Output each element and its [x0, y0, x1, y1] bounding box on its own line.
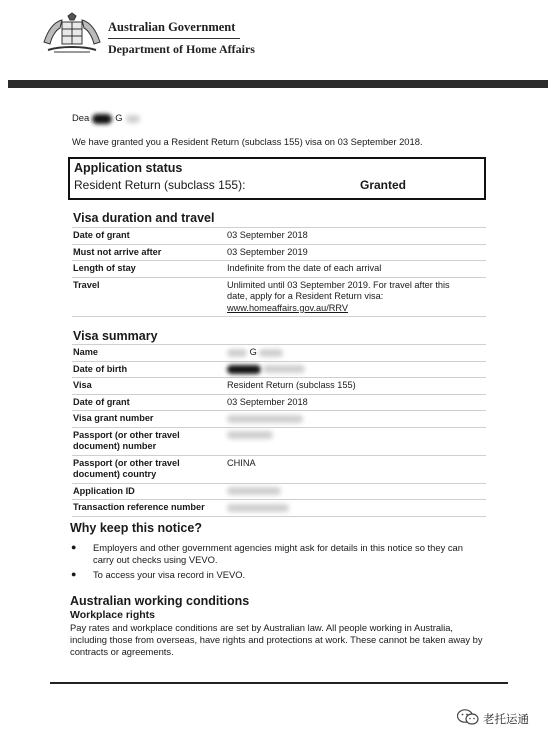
row-value — [226, 345, 486, 362]
redacted-value — [227, 504, 289, 512]
footer-divider — [50, 682, 508, 684]
row-label: Must not arrive after — [72, 244, 226, 261]
application-status-heading: Application status — [74, 161, 183, 175]
table-row — [72, 277, 486, 317]
row-label: Visa grant number — [72, 411, 226, 428]
table-row — [72, 483, 486, 500]
table-row — [72, 244, 486, 261]
visa-summary-heading: Visa summary — [73, 329, 158, 343]
row-label: Travel — [72, 277, 226, 317]
working-conditions-heading: Australian working conditions — [70, 594, 250, 608]
row-value: CHINA — [226, 455, 486, 483]
row-label: Transaction reference number — [72, 500, 226, 517]
header-bar — [8, 80, 548, 88]
why-keep-bullet-1: Employers and other government agencies might ask for details in this notice so they can carry out checks using VEVO. — [93, 542, 463, 565]
table-row — [72, 394, 486, 411]
row-value: Resident Return (subclass 155) — [226, 378, 486, 395]
greeting-suffix: G — [115, 112, 123, 123]
table-row — [72, 378, 486, 395]
travel-text: Unlimited until 03 September 2019. For travel after this date, apply for a Resident Return visa: — [227, 279, 450, 301]
why-keep-heading: Why keep this notice? — [70, 521, 202, 535]
redacted-value — [227, 365, 261, 374]
workplace-rights-heading: Workplace rights — [70, 609, 155, 621]
table-row — [72, 427, 486, 455]
redacted-value — [227, 349, 247, 357]
row-value: 03 September 2018 — [226, 394, 486, 411]
visa-duration-heading: Visa duration and travel — [73, 211, 215, 225]
redacted-name — [92, 114, 112, 124]
name-value: G — [249, 347, 257, 357]
redacted-name-2 — [126, 115, 140, 123]
row-value: 03 September 2018 — [226, 228, 486, 245]
visa-duration-table — [72, 227, 486, 317]
row-label: Date of birth — [72, 361, 226, 378]
row-value — [226, 411, 486, 428]
greeting — [72, 112, 140, 124]
why-keep-bullet-2: To access your visa record in VEVO. — [93, 569, 246, 580]
intro-text: We have granted you a Resident Return (subclass 155) visa on 03 September 2018. — [72, 136, 423, 147]
table-row — [72, 261, 486, 278]
redacted-value — [227, 487, 281, 495]
row-label: Passport (or other travel document) country — [72, 455, 226, 483]
redacted-value — [227, 415, 303, 423]
greeting-prefix: Dea — [72, 112, 90, 123]
redacted-value — [227, 431, 273, 439]
coat-of-arms-icon — [40, 12, 104, 56]
status-label: Resident Return (subclass 155): — [74, 178, 246, 192]
row-label: Date of grant — [72, 394, 226, 411]
row-label: Visa — [72, 378, 226, 395]
row-value — [226, 427, 486, 455]
bullet-icon: ● — [71, 569, 77, 579]
table-row — [72, 361, 486, 378]
row-value — [226, 277, 486, 317]
row-value: Indefinite from the date of each arrival — [226, 261, 486, 278]
rrv-link[interactable]: www.homeaffairs.gov.au/RRV — [227, 302, 349, 313]
row-value: 03 September 2019 — [226, 244, 486, 261]
row-label: Passport (or other travel document) number — [72, 427, 226, 455]
table-row — [72, 345, 486, 362]
row-value — [226, 361, 486, 378]
row-value — [226, 483, 486, 500]
table-row — [72, 228, 486, 245]
bullet-icon: ● — [71, 542, 77, 552]
row-label: Name — [72, 345, 226, 362]
workplace-rights-paragraph: Pay rates and workplace conditions are set by Australian law. All people working in Australia, including those from overseas, have rights and protections at work. These cannot be taken away by contracts or agreements. — [70, 622, 483, 657]
row-label: Length of stay — [72, 261, 226, 278]
header-divider — [108, 38, 240, 39]
wechat-icon — [457, 708, 479, 726]
redacted-value — [259, 349, 283, 357]
row-label: Application ID — [72, 483, 226, 500]
row-value — [226, 500, 486, 517]
redacted-value — [263, 365, 305, 373]
department-title: Department of Home Affairs — [108, 42, 255, 56]
row-label: Date of grant — [72, 228, 226, 245]
table-row — [72, 455, 486, 483]
watermark-text: 老托运通 — [483, 714, 529, 726]
table-row — [72, 411, 486, 428]
table-row — [72, 500, 486, 517]
visa-summary-table — [72, 344, 486, 517]
status-value: Granted — [360, 178, 407, 192]
government-title: Australian Government — [108, 20, 236, 34]
